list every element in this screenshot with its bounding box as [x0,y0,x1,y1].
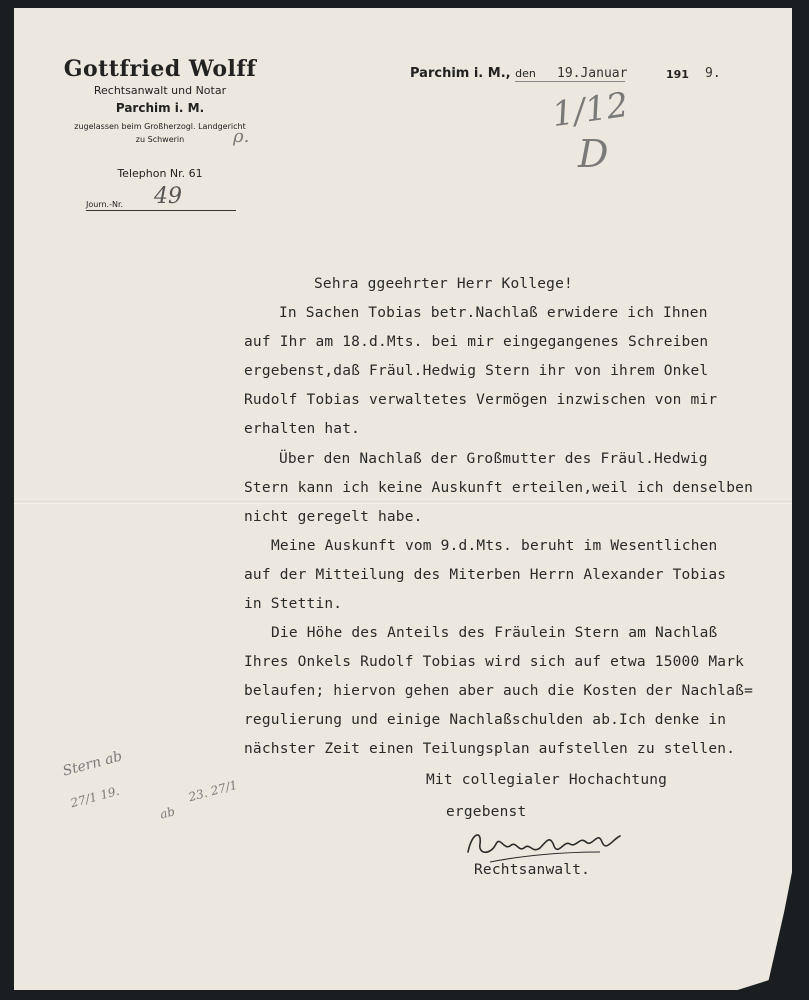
regards-line: ergebenst [446,804,527,820]
dateline-year-suffix: 9. [705,66,721,81]
letterhead-telephone: Telephon Nr. 61 [117,167,203,180]
body-line: erhalten hat. [244,421,361,437]
letterhead-admission-line1: zugelassen beim Großherzogl. Landgericht [74,122,246,131]
dateline-place-text: Parchim i. M., [410,66,511,81]
body-line: in Stettin. [244,596,343,612]
body-line: Rudolf Tobias verwaltetes Vermögen inzwischen von mir [244,392,718,408]
body-line: belaufen; hiervon gehen aber auch die Kosten der Nachlaß= [244,683,753,699]
body-line: Über den Nachlaß der Großmutter des Fräul.Hedwig [279,451,708,467]
paper-fold-highlight [14,503,792,504]
journal-label: Journ.-Nr. [86,200,124,209]
body-line: ergebenst,daß Fräul.Hedwig Stern ihr von ihrem Onkel [244,363,709,379]
journal-line [86,184,236,211]
paper-fold [14,501,792,502]
letterhead-title: Rechtsanwalt und Notar [93,84,227,97]
dateline-date-text: 19.Januar [557,66,628,81]
body-line: nächster Zeit einen Teilungsplan aufstellen zu stellen. [244,741,736,757]
annotation-mark: ρ. [233,126,250,147]
letterhead-city: Parchim i. M. [115,101,205,115]
signer-role: Rechtsanwalt. [474,862,591,878]
closing-line: Mit collegialer Hochachtung [426,772,668,788]
side-note-1: Stern ab [60,748,125,780]
annotation-top-right-2: D [578,132,609,176]
side-note-3: ab [158,804,177,822]
letterhead-admission-line2: zu Schwerin [135,135,185,144]
body-line: Ihres Onkels Rudolf Tobias wird sich auf etwa 15000 Mark [244,654,745,670]
side-note-2: 27/1 19. [69,783,121,811]
letter-paper [14,8,792,990]
body-line: Meine Auskunft vom 9.d.Mts. beruht im Wesentlichen [271,538,718,554]
dateline-date [515,66,628,82]
letterhead-name: Gottfried Wolff [63,56,257,82]
side-note-4: 23. 27/1 [187,777,239,805]
body-line: In Sachen Tobias betr.Nachlaß erwidere ich Ihnen [279,305,708,321]
body-line: Stern kann ich keine Auskunft erteilen,weil ich denselben [244,480,753,496]
body-line: Die Höhe des Anteils des Fräulein Stern am Nachlaß [271,625,718,641]
body-line: auf Ihr am 18.d.Mts. bei mir eingegangenes Schreiben [244,334,709,350]
body-line: nicht geregelt habe. [244,509,423,525]
dateline-year-prefix: 191 [666,68,689,81]
body-line-salutation: Sehra ggeehrter Herr Kollege! [314,276,573,292]
body-line: regulierung und einige Nachlaßschulden ab.Ich denke in [244,712,727,728]
annotation-top-right-1: 1/12 [549,84,631,136]
journal-number: 49 [154,184,182,209]
body-line: auf der Mitteilung des Miterben Herrn Alexander Tobias [244,567,727,583]
dateline-den: den [515,67,536,80]
